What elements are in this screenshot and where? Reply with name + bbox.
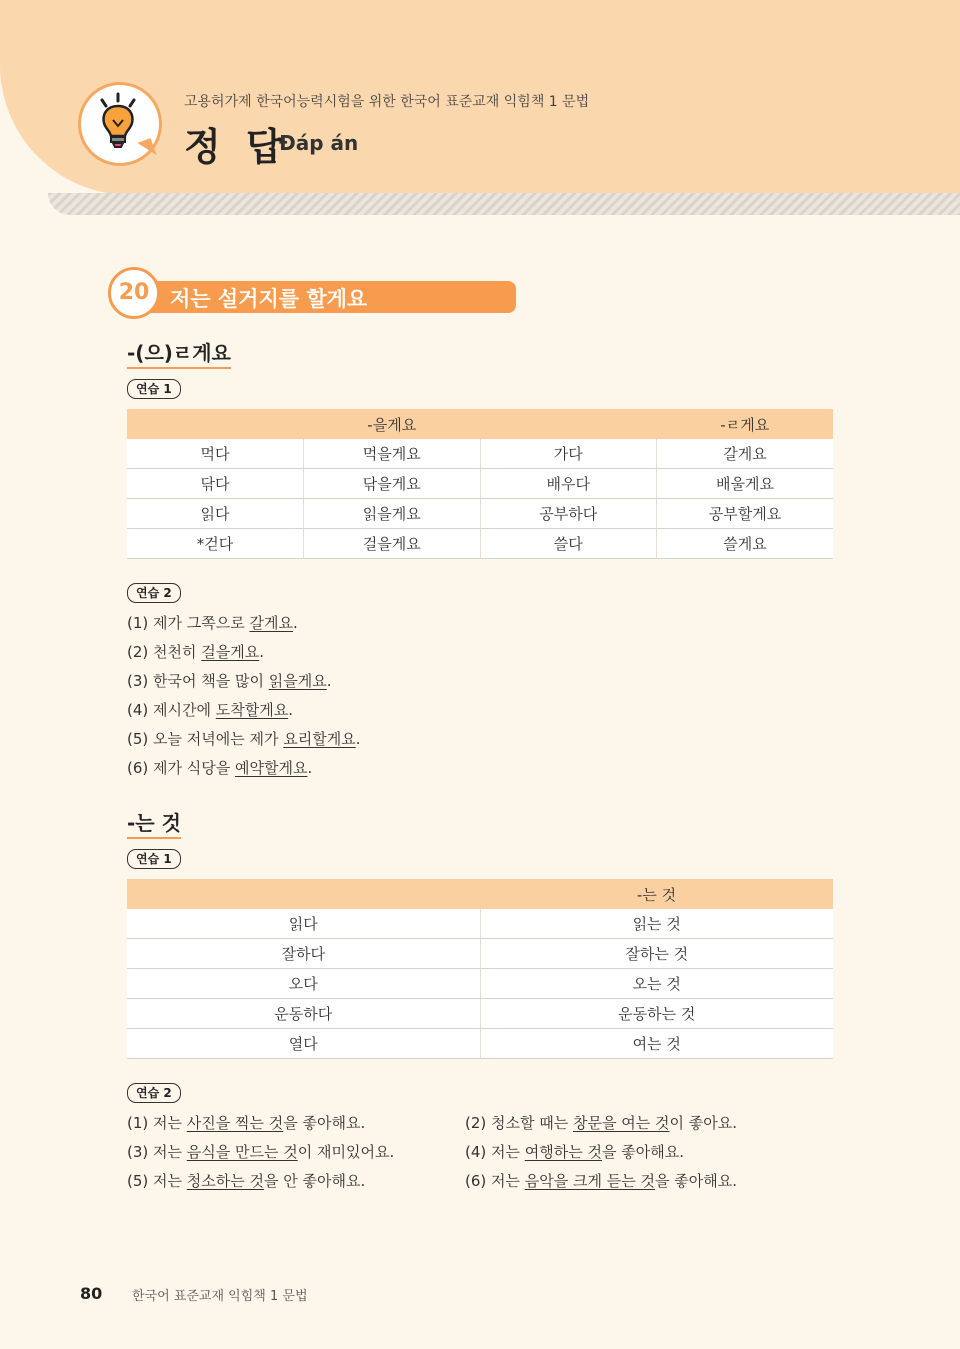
practice-tag-1-1: 연습 1 xyxy=(127,379,181,399)
table-header-cell: -ㄹ게요 xyxy=(657,409,834,439)
answer-blank: 청소하는 것 xyxy=(186,1172,264,1190)
answer-blank: 요리할게요 xyxy=(283,730,356,748)
lesson-title: 저는 설거지를 할게요 xyxy=(170,287,368,311)
table-cell: 잘하는 것 xyxy=(480,939,833,969)
answer-line: (2) 청소할 때는 창문을 여는 것이 좋아요. xyxy=(465,1114,737,1132)
lightbulb-icon xyxy=(96,92,140,150)
table-header-cell xyxy=(127,409,304,439)
table-row xyxy=(127,439,833,469)
answer-blank: 사진을 찍는 것 xyxy=(186,1114,284,1132)
answer-blank: 창문을 여는 것 xyxy=(573,1114,670,1132)
table-cell: 읽다 xyxy=(127,499,304,529)
table-cell: 배울게요 xyxy=(657,469,834,499)
table-cell: 읽다 xyxy=(127,909,480,939)
table-header-cell xyxy=(127,879,480,909)
answer-blank: 걸을게요 xyxy=(201,643,260,661)
practice-tag-2-2: 연습 2 xyxy=(127,1083,181,1103)
table-cell: 갈게요 xyxy=(657,439,834,469)
answer-line: (6) 제가 식당을 예약할게요. xyxy=(127,759,313,777)
table-cell: 공부할게요 xyxy=(657,499,834,529)
book-title: 고용허가제 한국어능력시험을 위한 한국어 표준교재 익힘책 1 문법 xyxy=(184,94,590,110)
table-header-row xyxy=(127,409,833,439)
answer-blank: 예약할게요 xyxy=(235,759,308,777)
answer-line: (2) 천천히 걸을게요. xyxy=(127,643,265,661)
answer-line: (6) 저는 음악을 크게 듣는 것을 좋아해요. xyxy=(465,1172,737,1190)
answer-line: (1) 제가 그쪽으로 갈게요. xyxy=(127,614,298,632)
table-header-row xyxy=(127,879,833,909)
table-cell: 가다 xyxy=(480,439,657,469)
table-cell: 닦을게요 xyxy=(304,469,481,499)
table-cell: 쓸다 xyxy=(480,529,657,559)
table-cell: 운동하다 xyxy=(127,999,480,1029)
grammar-heading-2: -는 것 xyxy=(127,807,181,839)
table-row xyxy=(127,499,833,529)
page-subtitle: Đáp án xyxy=(279,131,359,155)
answer-line: (1) 저는 사진을 찍는 것을 좋아해요. xyxy=(127,1114,366,1132)
header-stripe xyxy=(48,193,960,215)
answer-line: (3) 저는 음식을 만드는 것이 재미있어요. xyxy=(127,1143,395,1161)
table-row xyxy=(127,939,833,969)
answer-blank: 음악을 크게 듣는 것 xyxy=(524,1172,655,1190)
table-cell: *걷다 xyxy=(127,529,304,559)
table-row xyxy=(127,469,833,499)
table-cell: 운동하는 것 xyxy=(480,999,833,1029)
answer-line: (5) 오늘 저녁에는 제가 요리할게요. xyxy=(127,730,361,748)
table-cell: 배우다 xyxy=(480,469,657,499)
table-cell: 먹다 xyxy=(127,439,304,469)
table-cell: 닦다 xyxy=(127,469,304,499)
table-cell: 공부하다 xyxy=(480,499,657,529)
answer-table-1 xyxy=(127,409,833,559)
lesson-number: 20 xyxy=(108,267,160,319)
table-cell: 읽을게요 xyxy=(304,499,481,529)
table-row xyxy=(127,909,833,939)
answer-blank: 도착할게요 xyxy=(215,701,289,719)
answer-blank: 갈게요 xyxy=(249,614,293,632)
table-cell: 읽는 것 xyxy=(480,909,833,939)
table-cell: 잘하다 xyxy=(127,939,480,969)
table-row xyxy=(127,529,833,559)
grammar-heading-1: -(으)ㄹ게요 xyxy=(127,337,231,369)
table-row xyxy=(127,1029,833,1059)
answer-blank: 음식을 만드는 것 xyxy=(186,1143,298,1161)
table-cell: 쓸게요 xyxy=(657,529,834,559)
table-cell: 먹을게요 xyxy=(304,439,481,469)
table-cell: 오다 xyxy=(127,969,480,999)
answer-line: (5) 저는 청소하는 것을 안 좋아해요. xyxy=(127,1172,366,1190)
page-number: 80 xyxy=(80,1284,103,1303)
table-row xyxy=(127,969,833,999)
practice-tag-2-1: 연습 1 xyxy=(127,849,181,869)
answer-blank: 여행하는 것 xyxy=(524,1143,602,1161)
table-cell: 열다 xyxy=(127,1029,480,1059)
table-cell: 오는 것 xyxy=(480,969,833,999)
table-row xyxy=(127,999,833,1029)
table-header-cell: -을게요 xyxy=(304,409,481,439)
footer-book-title: 한국어 표준교재 익힘책 1 문법 xyxy=(132,1289,308,1304)
answer-blank: 읽을게요 xyxy=(268,672,327,690)
answer-line: (3) 한국어 책을 많이 읽을게요. xyxy=(127,672,332,690)
answer-line: (4) 저는 여행하는 것을 좋아해요. xyxy=(465,1143,684,1161)
table-header-cell xyxy=(480,409,657,439)
practice-tag-1-2: 연습 2 xyxy=(127,583,181,603)
table-cell: 걸을게요 xyxy=(304,529,481,559)
table-cell: 여는 것 xyxy=(480,1029,833,1059)
page-title: 정 답 xyxy=(184,125,289,169)
answer-line: (4) 제시간에 도착할게요. xyxy=(127,701,293,719)
table-header-cell: -는 것 xyxy=(480,879,833,909)
answer-table-2 xyxy=(127,879,833,1059)
